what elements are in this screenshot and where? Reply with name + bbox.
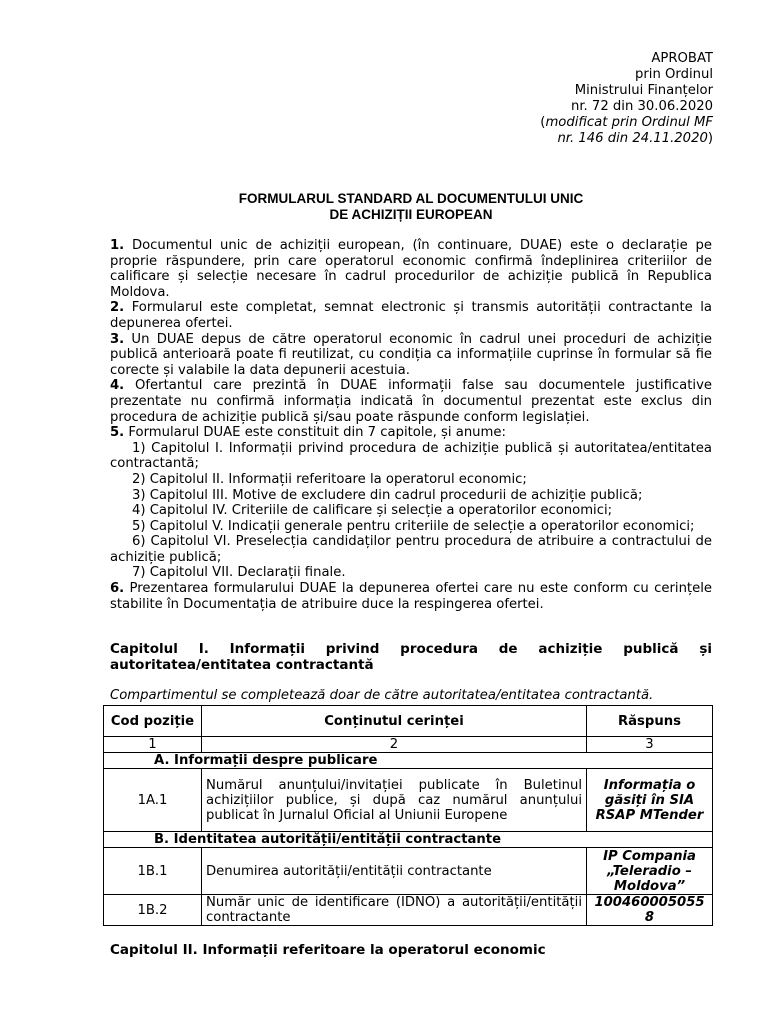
table-row <box>104 895 713 926</box>
row-answer: 1004600050558 <box>587 895 713 926</box>
column-number: 1 <box>104 737 202 753</box>
title-line-2: DE ACHIZIȚII EUROPEAN <box>329 206 493 222</box>
point-2: 2. Formularul este completat, semnat electronic și transmis autorității contractante la depunerea ofertei. <box>110 300 712 331</box>
section-a-title: A. Informații despre publicare <box>104 753 713 769</box>
point-4: 4. Ofertantul care prezintă în DUAE informații false sau documentele justificative prezentate nu confirmă informația indicată în documentul prezentat este exclus din procedura de achiziție publică și/sau poate răspunde conform legislației. <box>110 378 712 425</box>
chapter-list-item: 5) Capitolul V. Indicații generale pentru criteriile de selecție a operatorilor economici; <box>132 518 695 534</box>
document-body <box>110 238 712 612</box>
requirements-table <box>103 705 713 926</box>
point-3: 3. Un DUAE depus de către operatorul economic în cadrul unei proceduri de achiziție publică anterioară poate fi reutilizat, cu condiția ca informațiile cuprinse în formular să fie corecte și valabile la data depunerii acestuia. <box>110 331 712 378</box>
row-answer: IP Compania „Teleradio – Moldova” <box>587 848 713 895</box>
chapter-list-item: 1) Capitolul I. Informații privind procedura de achiziție publică și autoritatea/entitatea contractantă; <box>110 440 712 472</box>
chapter-list-item: 3) Capitolul III. Motive de excludere din cadrul procedurii de achiziție publică; <box>132 487 643 503</box>
chapter-list-item: 2) Capitolul II. Informații referitoare la operatorul economic; <box>132 471 527 487</box>
table-row <box>104 769 713 832</box>
point-6: 6. Prezentarea formularului DUAE la depunerea ofertei care nu este conform cu cerințele stabilite în Documentația de atribuire duce la respingerea ofertei. <box>110 581 712 612</box>
approval-line-4: nr. 72 din 30.06.2020 <box>570 99 713 114</box>
point-1: 1. Documentul unic de achiziții european, (în continuare, DUAE) este o declarație pe proprie răspundere, prin care operatorul economic confirmă îndeplinirea criteriilor de calificare și selecție necesare în cadrul procedurilor de achiziție publică în Republica Moldova. <box>110 238 712 300</box>
header-content: Conținutul cerinței <box>202 706 587 737</box>
row-answer: Informația o găsiți în SIA RSAP MTender <box>587 769 713 832</box>
chapter-list-item: 7) Capitolul VII. Declarații finale. <box>132 565 346 581</box>
approval-line-1: APROBAT <box>651 51 713 66</box>
approval-line-3: Ministrului Finanțelor <box>574 83 713 98</box>
row-content: Denumirea autorității/entității contractante <box>202 848 587 895</box>
row-code: 1A.1 <box>104 769 202 832</box>
row-code: 1B.1 <box>104 848 202 895</box>
section-b-title: B. Identitatea autorității/entității contractante <box>104 832 713 848</box>
section-a-row <box>104 753 713 769</box>
table-number-row <box>104 737 713 753</box>
row-code: 1B.2 <box>104 895 202 926</box>
table-row <box>104 848 713 895</box>
approval-line-5: (modificat prin Ordinul MF <box>540 115 713 130</box>
row-content: Numărul anunțului/invitației publicate în Buletinul achizițiilor publice, și după caz numărul anunțului publicat în Jurnalul Oficial al Uniunii Europene <box>202 769 587 832</box>
chapter-1-note: Compartimentul se completează doar de către autoritatea/entitatea contractantă. <box>110 688 654 703</box>
point-5: 5. Formularul DUAE este constituit din 7 capitole, și anume: <box>110 425 506 441</box>
chapter-list-item: 6) Capitolul VI. Preselecția candidaților pentru procedura de atribuire a contractului de achiziție publică; <box>110 534 712 565</box>
header-code: Cod poziție <box>104 706 202 737</box>
row-content: Număr unic de identificare (IDNO) a autorității/entității contractante <box>202 895 587 926</box>
chapter-1-heading: Capitolul I. Informații privind procedura de achiziție publică și autoritatea/entitatea contractantă <box>110 641 712 673</box>
section-b-row <box>104 832 713 848</box>
column-number: 3 <box>587 737 713 753</box>
table-header-row <box>104 706 713 737</box>
approval-line-2: prin Ordinul <box>635 67 713 82</box>
chapter-2-heading: Capitolul II. Informații referitoare la operatorul economic <box>110 942 546 958</box>
approval-stamp <box>540 51 713 147</box>
approval-line-6: nr. 146 din 24.11.2020) <box>557 131 713 146</box>
document-title <box>110 191 712 222</box>
column-number: 2 <box>202 737 587 753</box>
header-answer: Răspuns <box>587 706 713 737</box>
chapter-list-item: 4) Capitolul IV. Criteriile de calificare și selecție a operatorilor economici; <box>132 503 613 519</box>
title-line-1: FORMULARUL STANDARD AL DOCUMENTULUI UNIC <box>238 191 584 206</box>
